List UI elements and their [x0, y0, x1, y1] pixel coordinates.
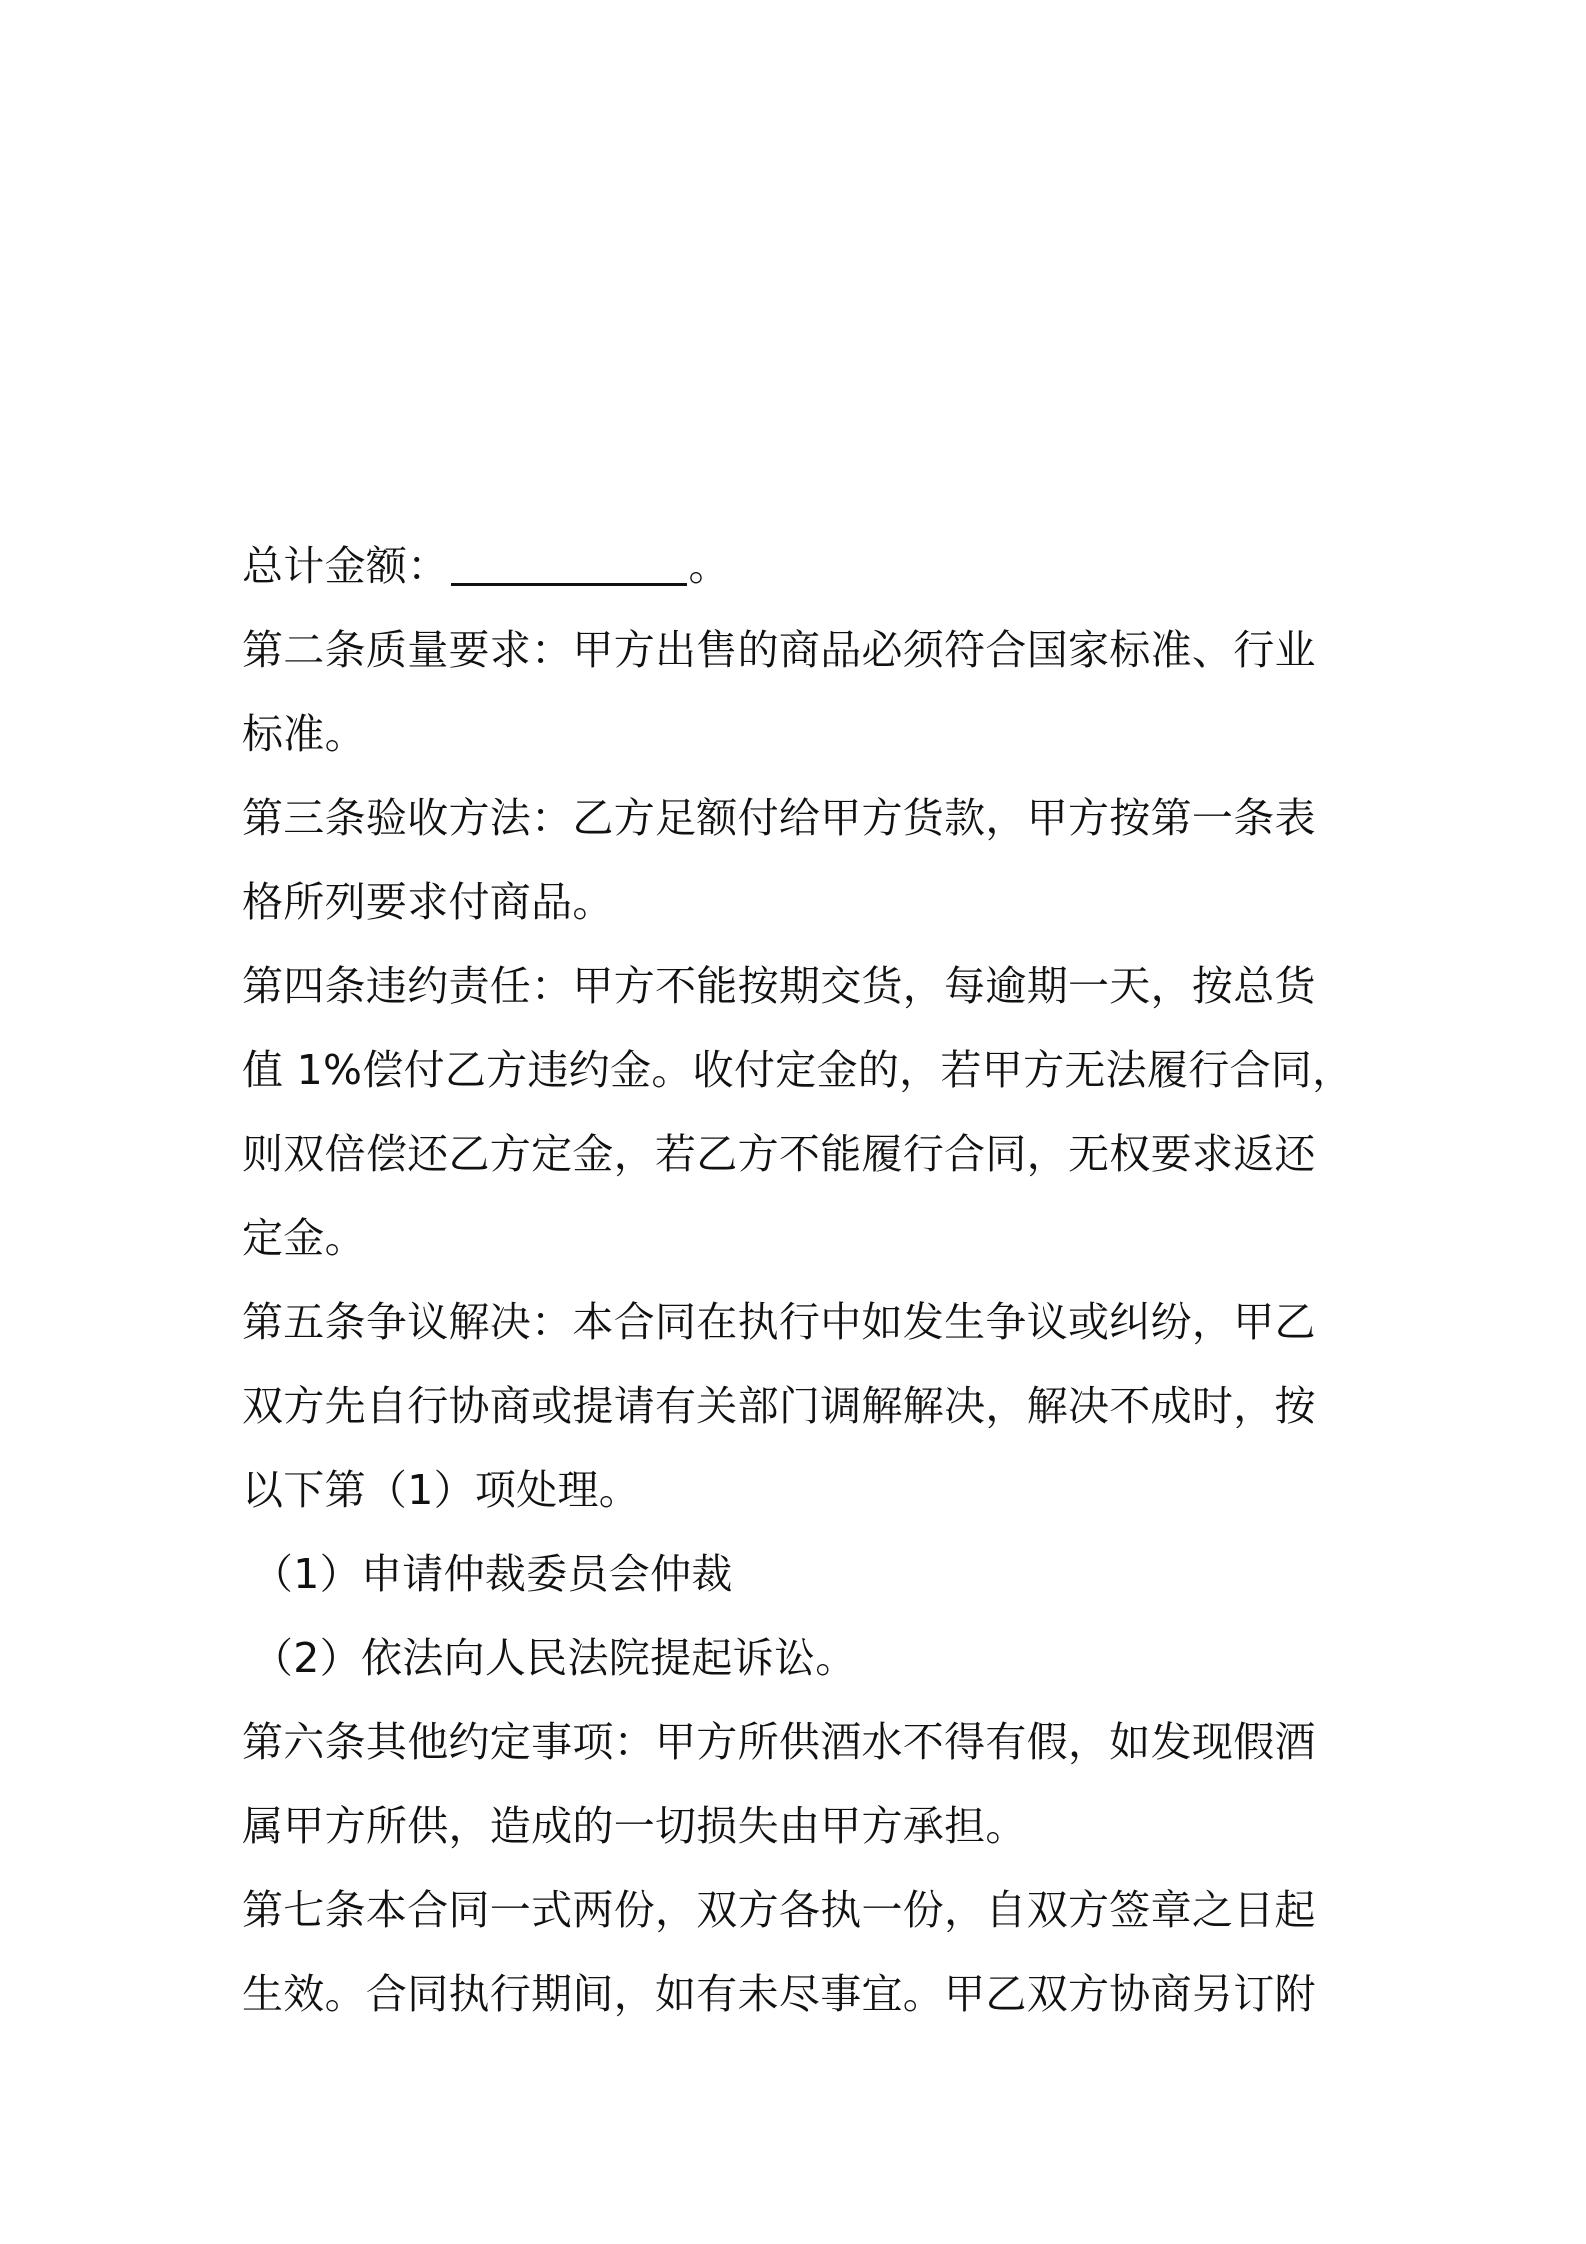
- clause-3-line-1: 第三条验收方法：乙方足额付给甲方货款，甲方按第一条表: [242, 794, 1316, 842]
- clause-7-line-2: 生效。合同执行期间，如有未尽事宜。甲乙双方协商另订附: [242, 1970, 1316, 2018]
- clause-5-line-1: 第五条争议解决：本合同在执行中如发生争议或纠纷，甲乙: [242, 1298, 1316, 1346]
- clause-2-line-2: 标准。: [242, 710, 366, 758]
- clause-3-line-2: 格所列要求付商品。: [242, 878, 614, 926]
- contract-body: [242, 524, 1354, 2036]
- clause-6-line-1: 第六条其他约定事项：甲方所供酒水不得有假，如发现假酒: [242, 1718, 1316, 1766]
- clause-2-line-1: 第二条质量要求：甲方出售的商品必须符合国家标准、行业: [242, 626, 1316, 674]
- total-amount-line: [242, 524, 1354, 608]
- clause-6-line-2: 属甲方所供，造成的一切损失由甲方承担。: [242, 1802, 1027, 1850]
- clause-4-line-4: 定金。: [242, 1214, 366, 1262]
- clause-5-option-1: （1）申请仲裁委员会仲裁: [252, 1550, 733, 1598]
- clause-5-line-2: 双方先自行协商或提请有关部门调解解决，解决不成时，按: [242, 1382, 1316, 1430]
- clause-4-line-3: 则双倍偿还乙方定金，若乙方不能履行合同，无权要求返还: [242, 1130, 1316, 1178]
- total-amount-blank: [451, 543, 687, 586]
- total-amount-label: 总计金额：: [242, 542, 449, 590]
- clause-4-line-1: 第四条违约责任：甲方不能按期交货，每逾期一天，按总货: [242, 962, 1316, 1010]
- clause-5-line-3: 以下第（1）项处理。: [242, 1466, 641, 1514]
- clause-4-line-2: 值 1%偿付乙方违约金。收付定金的，若甲方无法履行合同，: [242, 1046, 1354, 1094]
- clause-7-line-1: 第七条本合同一式两份，双方各执一份，自双方签章之日起: [242, 1886, 1316, 1934]
- clause-5-option-2: （2）依法向人民法院提起诉讼。: [252, 1634, 857, 1682]
- total-amount-period: 。: [688, 542, 730, 590]
